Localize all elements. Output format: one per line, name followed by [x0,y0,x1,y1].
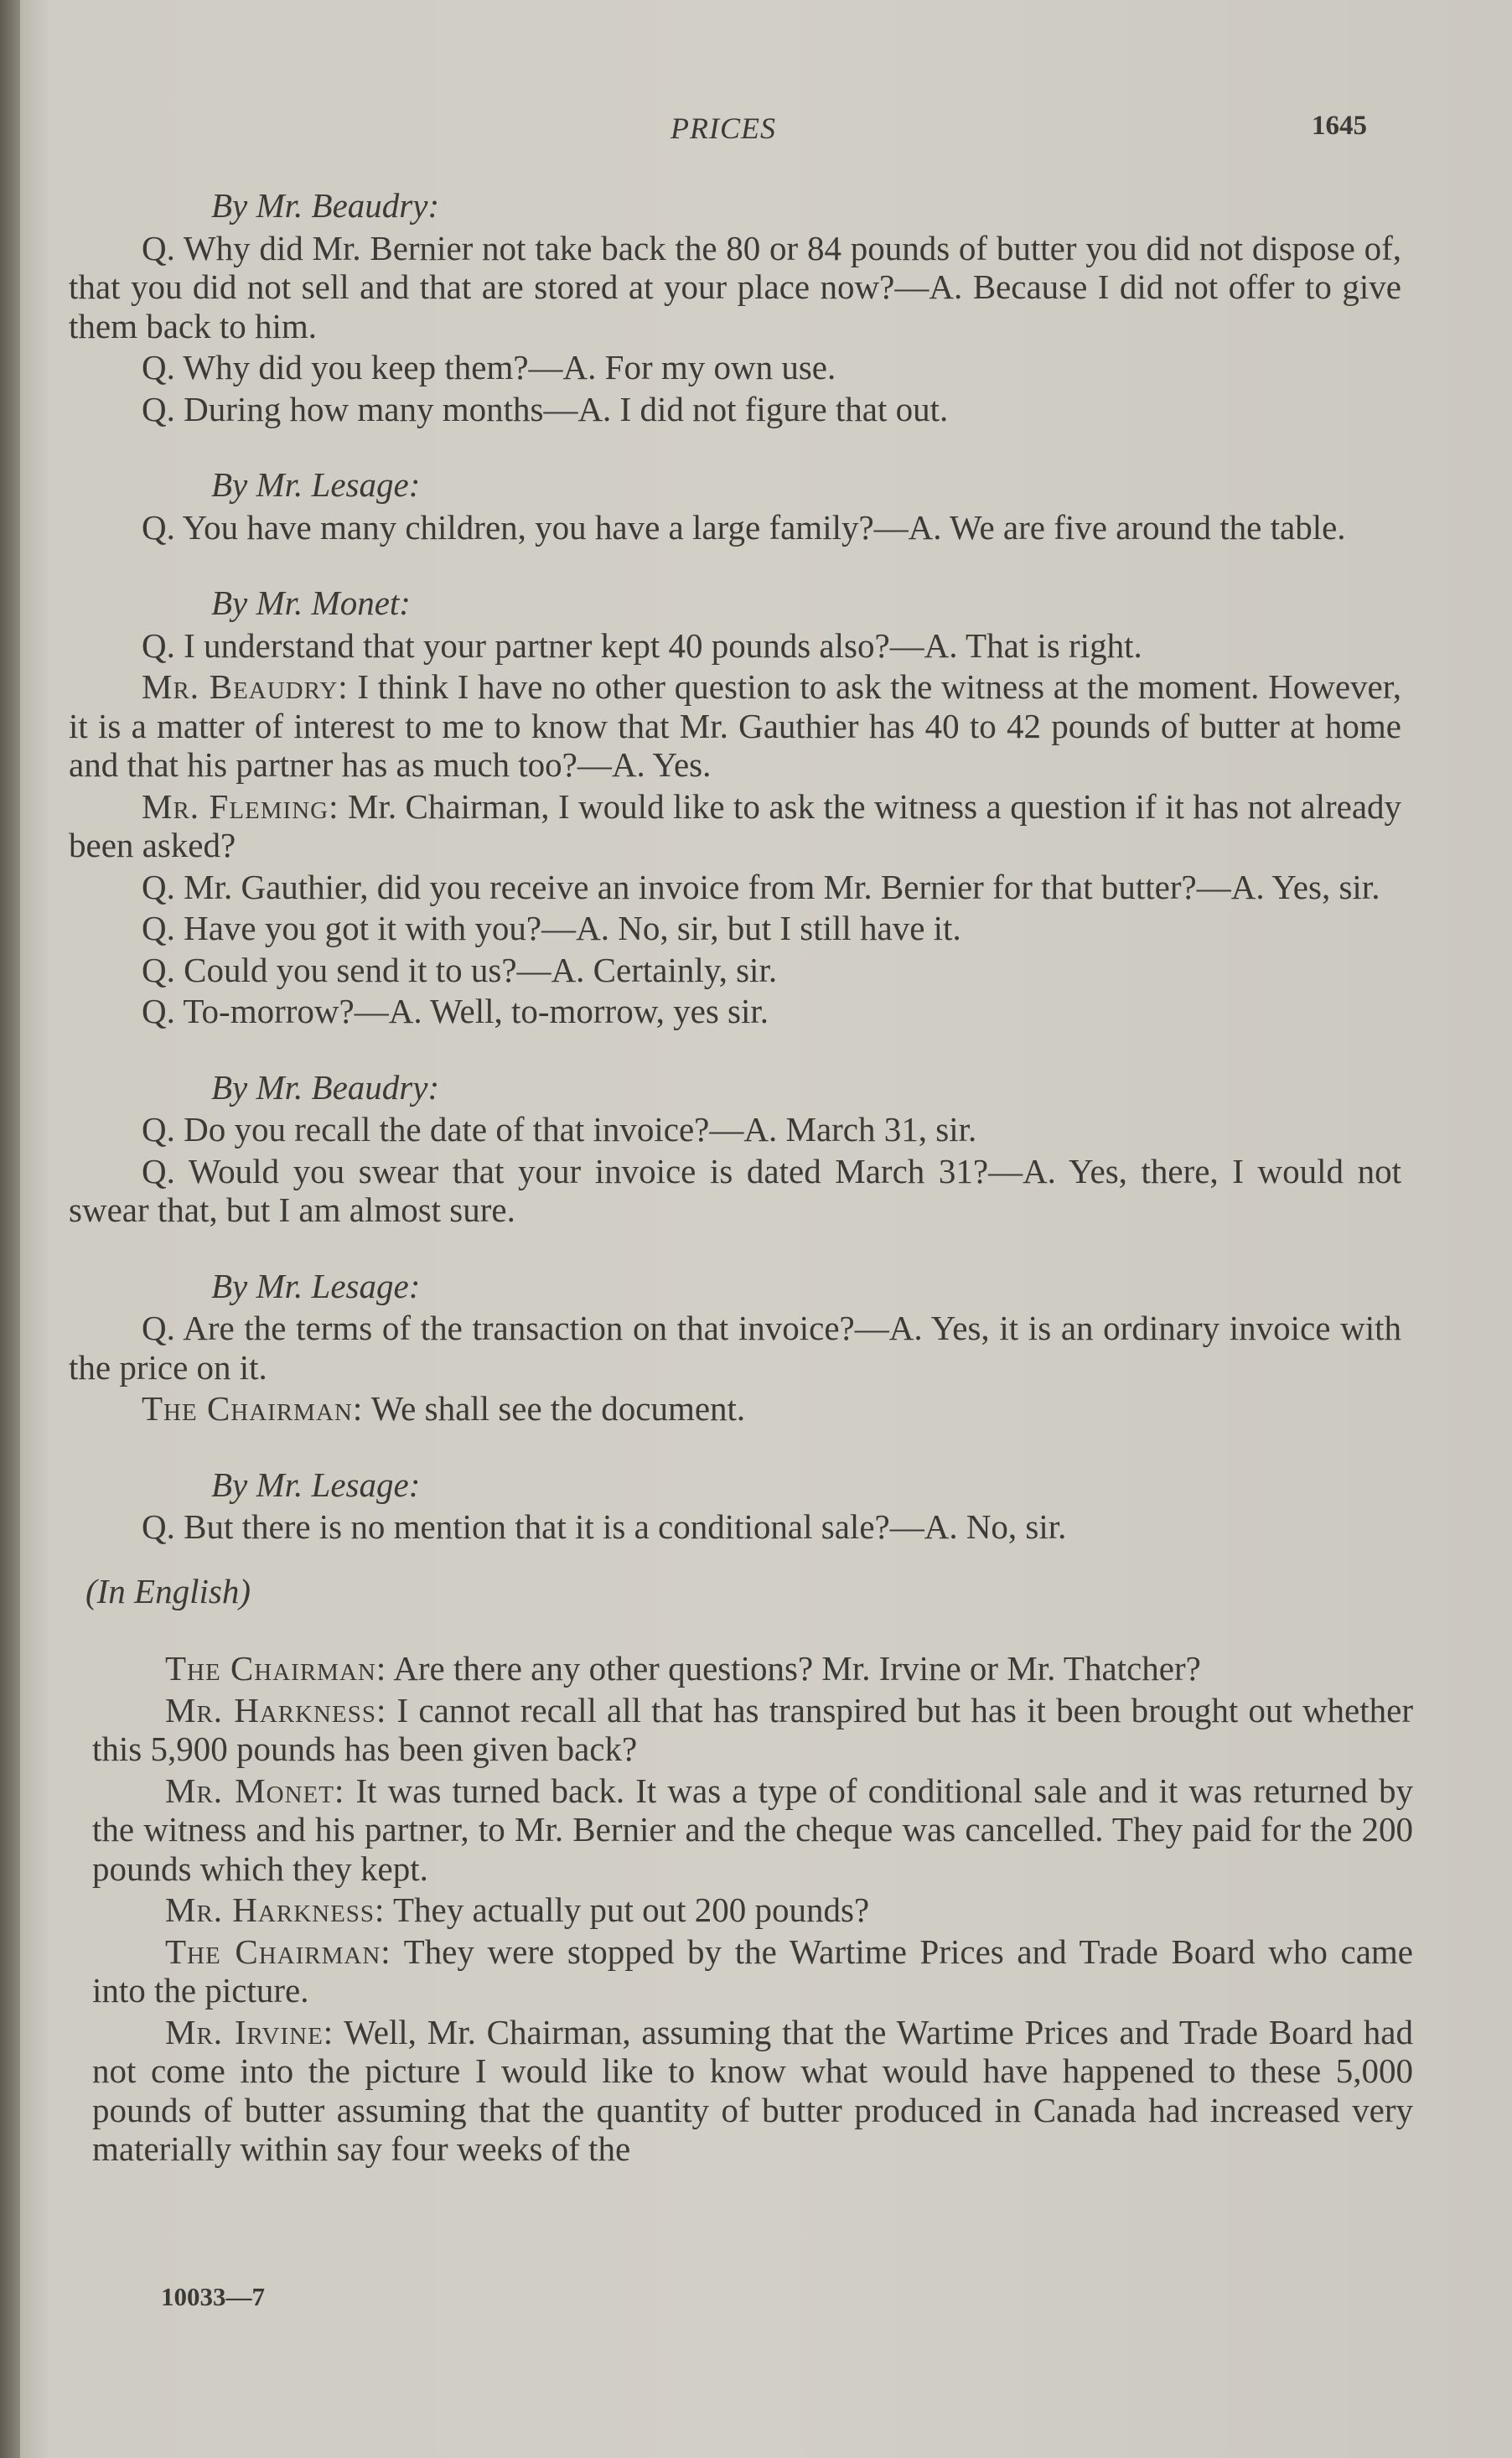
page-header [0,111,1512,153]
speaker-paragraph [69,787,1401,865]
speech-text: Well, Mr. Chairman, assuming that the Wartime Prices and Trade Board had not come into the picture I would like to know what would have happened to these 5,000 pounds of butter assuming that the quantity of butter produced in Canada had increased very materially within say four weeks of the [92,2012,1413,2168]
speaker-heading: By Mr. Lesage: [211,465,421,504]
speech-text: Mr. Chairman, I would like to ask the witness a question if it has not already been asked? [69,786,1402,864]
language-note: (In English) [85,1571,251,1610]
section-block [69,1068,1401,1230]
speaker-name: The Chairman: [165,1932,391,1971]
speech-text: We shall see the document. [370,1389,746,1428]
speaker-name: The Chairman: [165,1649,387,1688]
transcript-paragraph: Q. To-morrow?—A. Well, to-morrow, yes sir. [142,992,769,1030]
speaker-paragraph [69,667,1401,785]
speaker-heading: By Mr. Monet: [211,583,411,622]
transcript-paragraph: Q. Are the terms of the transaction on that invoice?—A. Yes, it is an ordinary invoice with the price on it. [69,1309,1401,1387]
speech-text: I cannot recall all that has transpired but has it been brought out whether this 5,900 pounds has been given back? [92,1690,1413,1768]
speaker-name: Mr. Fleming: [142,786,339,826]
speaker-name: Mr. Harkness: [165,1690,387,1729]
english-section [92,1649,1413,2169]
running-title: PRICES [671,111,776,145]
transcript-paragraph: Q. But there is no mention that it is a conditional sale?—A. No, sir. [142,1507,1067,1546]
speaker-heading: By Mr. Lesage: [211,1465,421,1504]
transcript-paragraph: Q. Have you got it with you?—A. No, sir, but I still have it. [142,909,961,947]
page-number: 1645 [1312,111,1367,141]
signature-code: 10033—7 [161,2282,265,2311]
book-spine-shadow [0,0,20,2458]
transcript-paragraph: Q. Could you send it to us?—A. Certainly, sir. [142,950,778,989]
transcript-paragraph: Q. Mr. Gauthier, did you receive an invoice from Mr. Bernier for that butter?—A. Yes, sir. [142,867,1380,906]
section-block [69,1465,1401,1547]
speech-text: It was turned back. It was a type of conditional sale and it was returned by the witness and his partner, to Mr. Bernier and the cheque was cancelled. They paid for the 200 pounds which they kept. [92,1771,1414,1888]
section-block [69,186,1401,428]
speaker-name: The Chairman: [142,1389,364,1428]
transcript-body [69,186,1414,2171]
speaker-name: Mr. Harkness: [165,1890,386,1929]
transcript-paragraph: Q. I understand that your partner kept 40 pounds also?—A. That is right. [142,625,1142,665]
speech-text: Are there any other questions? Mr. Irvine or Mr. Thatcher? [393,1649,1201,1688]
speaker-heading: By Mr. Beaudry: [211,186,440,225]
speaker-paragraph [92,1771,1413,1889]
speaker-paragraph [92,1691,1413,1769]
speech-text: They actually put out 200 pounds? [392,1890,870,1929]
transcript-paragraph: Q. You have many children, you have a large family?—A. We are five around the table. [142,507,1346,547]
transcript-paragraph: Q. Why did you keep them?—A. For my own use. [142,348,836,386]
speaker-heading: By Mr. Lesage: [211,1266,421,1305]
speaker-heading: By Mr. Beaudry: [211,1067,440,1107]
speaker-name: Mr. Monet: [165,1771,345,1810]
section-block [69,1267,1401,1429]
transcript-paragraph: Q. Do you recall the date of that invoice?—A. March 31, sir. [142,1110,977,1149]
speaker-paragraph [92,1649,1413,1688]
speaker-paragraph [92,1890,1413,1930]
speech-text: They were stopped by the Wartime Prices and Trade Board who came into the picture. [92,1932,1414,2009]
section-block [69,583,1401,1031]
section-block [69,465,1401,547]
speaker-name: Mr. Irvine: [165,2012,334,2051]
speaker-name: Mr. Beaudry: [142,667,349,706]
speaker-paragraph [69,1389,1401,1429]
transcript-paragraph: Q. Why did Mr. Bernier not take back the 80 or 84 pounds of butter you did not dispose of, that you did not sell and that are stored at your place now?—A. Because I did not offer to give them back to him. [69,228,1401,345]
speech-text: I think I have no other question to ask the witness at the moment. However, it is a matter of interest to me to know that Mr. Gauthier has 40 to 42 pounds of butter at home and that his partner has as much too?—A. Yes. [69,667,1401,784]
speaker-paragraph [92,2013,1413,2169]
transcript-paragraph: Q. Would you swear that your invoice is dated March 31?—A. Yes, there, I would not swear that, but I am almost sure. [69,1151,1401,1229]
transcript-paragraph: Q. During how many months—A. I did not figure that out. [142,389,949,428]
speaker-paragraph [92,1932,1413,2010]
